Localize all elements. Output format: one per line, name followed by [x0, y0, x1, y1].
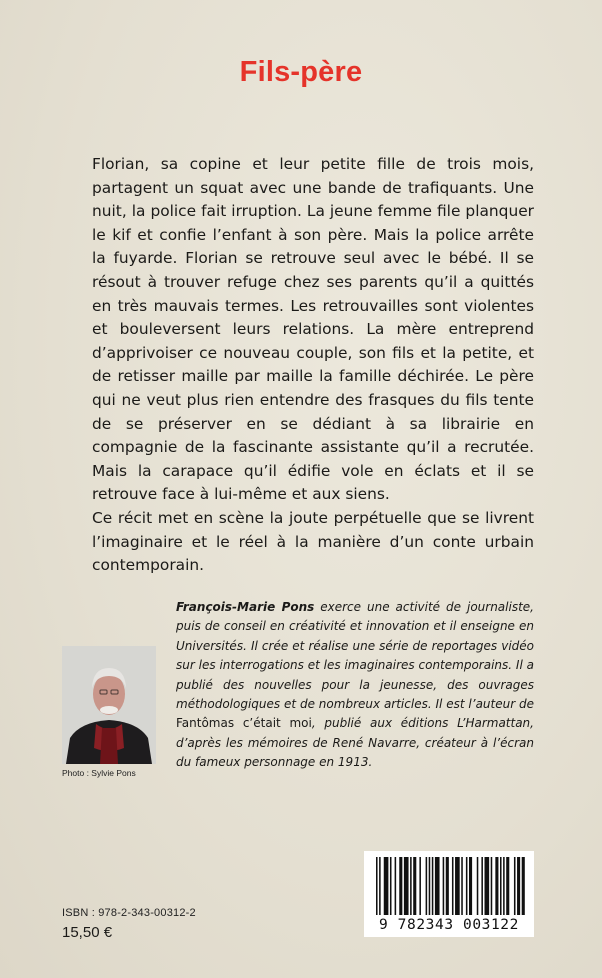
barcode-bar	[455, 857, 460, 915]
author-photo	[62, 646, 156, 764]
barcode-bar	[477, 857, 479, 915]
barcode-bar	[395, 857, 397, 915]
barcode-bar	[466, 857, 468, 915]
barcode-bar	[514, 857, 516, 915]
barcode-bar	[413, 857, 416, 915]
photo-credit: Photo : Sylvie Pons	[62, 768, 136, 778]
barcode	[364, 851, 534, 937]
isbn: ISBN : 978-2-343-00312-2	[62, 907, 196, 919]
barcode-bar	[461, 857, 463, 915]
book-title: Fils-père	[239, 56, 363, 88]
barcode-bar	[491, 857, 493, 915]
barcode-bar	[503, 857, 505, 915]
price: 15,50 €	[62, 924, 113, 941]
barcode-bar	[522, 857, 525, 915]
summary-paragraph-1: Florian, sa copine et leur petite fille de trois mois, partagent un squat avec une bande de trafiquants. Une nuit, la police fait irruption. La jeune femme file planquer le kif et confie l’enfant à son père. Mais la police arrête la fuyarde. Florian se retrouve seul avec le bébé. Il se résout à trouver refuge chez ses parents qu’il a quittés en très mauvais termes. Les retrouvailles sont violentes et bouleversent leurs relations. La mère entreprend d’apprivoiser ce nouveau couple, son fils et la petite, et de retisser maille par maille la famille déchirée. Le père qui ne veut plus rien entendre des frasques du fils tente de se préserver en se dédiant à sa librairie en compagnie de la fascinante assistante qu’il a recrutée. Mais la carapace qu’il édifie vole en éclats et il se retrouve face à lui-même et aux siens.	[92, 155, 534, 504]
barcode-bar	[384, 857, 389, 915]
barcode-bars	[364, 851, 534, 919]
bio-text-1: exerce une activité de journaliste, puis de conseil en créativité et innovation et il enseigne en Universités. Il crée et réalise une série de reportages vidéo sur les interrogations et les imaginaires contemporains. Il a publié des nouvelles pour la jeunesse, des ouvrages méthodologiques et de nombreux articles. Il est l’auteur de	[176, 600, 534, 712]
barcode-bar	[517, 857, 520, 915]
barcode-bar	[426, 857, 428, 915]
barcode-bar	[404, 857, 409, 915]
author-bio	[176, 598, 534, 773]
barcode-bar	[432, 857, 434, 915]
barcode-bar	[399, 857, 402, 915]
barcode-bar	[495, 857, 498, 915]
barcode-bar	[390, 857, 392, 915]
barcode-bar	[500, 857, 502, 915]
barcode-bar	[443, 857, 445, 915]
barcode-bar	[485, 857, 490, 915]
author-name: François-Marie Pons	[176, 600, 315, 614]
barcode-bar	[379, 857, 381, 915]
barcode-bar	[376, 857, 378, 915]
summary	[92, 153, 534, 578]
barcode-bar	[481, 857, 483, 915]
barcode-bar	[435, 857, 440, 915]
barcode-bar	[506, 857, 509, 915]
book-reference: Fantômas c’était moi	[176, 716, 312, 731]
barcode-number: 9 782343 003122	[379, 917, 519, 933]
barcode-bar	[429, 857, 431, 915]
barcode-bar	[410, 857, 412, 915]
barcode-bar	[446, 857, 449, 915]
summary-paragraph-2: Ce récit met en scène la joute perpétuelle que se livrent l’imaginaire et le réel à la manière d’un conte urbain contemporain.	[92, 508, 534, 575]
barcode-bar	[452, 857, 454, 915]
bio-text-2: , publié aux éditions L’Harmattan, d’après les mémoires de René Navarre, créateur à l’écran du fameux personnage en 1913.	[176, 716, 534, 770]
barcode-bar	[419, 857, 421, 915]
barcode-bar	[469, 857, 472, 915]
